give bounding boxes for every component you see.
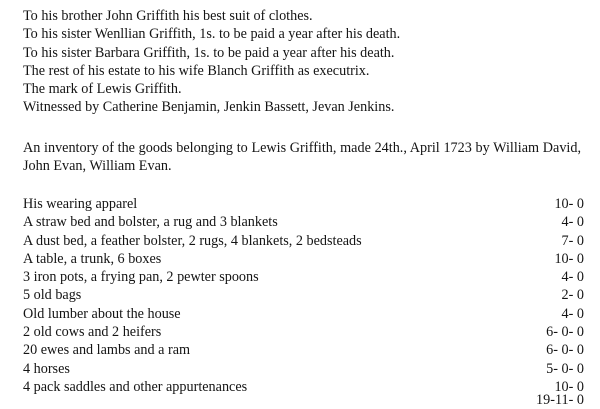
inventory-intro: An inventory of the goods belonging to Lewis Griffith, made 24th., April 1723 by William David, John Evan, William Evan. [23,140,581,175]
signature-line: The mark of Lewis Griffith. [23,81,182,98]
inventory-item: 2 old cows and 2 heifers [23,324,162,341]
inventory-value: 10- 0 [554,250,584,267]
inventory-item: A straw bed and bolster, a rug and 3 blankets [23,214,278,231]
bequest-line: The rest of his estate to his wife Blanch Griffith as executrix. [23,62,370,79]
inventory-row [23,195,584,213]
inventory-row [23,360,584,378]
inventory-value: 4- 0 [561,305,584,322]
inventory-item: 3 iron pots, a frying pan, 2 pewter spoons [23,269,259,286]
inventory-row [23,232,584,250]
bequests-section [23,7,400,117]
inventory-row [23,286,584,304]
inventory-row [23,378,584,396]
inventory-item: Old lumber about the house [23,305,181,322]
inventory-item: 4 horses [23,360,70,377]
inventory-row [23,323,584,341]
bequest-line: To his sister Wenllian Griffith, 1s. to be paid a year after his death. [23,26,401,43]
inventory-item: 4 pack saddles and other appurtenances [23,378,248,395]
inventory-row [23,305,584,323]
inventory-value: 6- 0- 0 [546,342,584,359]
inventory-value: 10- 0 [554,196,584,212]
inventory-value: 7- 0 [561,232,584,249]
witness-line: Witnessed by Catherine Benjamin, Jenkin Bassett, Jevan Jenkins. [23,99,395,116]
inventory-value: 10- 0 [554,378,584,395]
inventory-row [23,213,584,231]
inventory-value: 2- 0 [561,287,584,304]
inventory-item: 5 old bags [23,287,82,304]
inventory-value: 4- 0 [561,214,584,231]
bequest-line: To his sister Barbara Griffith, 1s. to be paid a year after his death. [23,44,395,61]
inventory-list [23,195,584,396]
inventory-value: 6- 0- 0 [546,324,584,341]
inventory-item: A table, a trunk, 6 boxes [23,250,162,267]
bequest-line: To his brother John Griffith his best suit of clothes. [23,8,313,24]
inventory-value: 5- 0- 0 [546,360,584,377]
inventory-item: 20 ewes and lambs and a ram [23,342,191,359]
inventory-item: A dust bed, a feather bolster, 2 rugs, 4 blankets, 2 bedsteads [23,232,362,249]
inventory-total: 19-11- 0 [536,392,584,408]
inventory-value: 4- 0 [561,269,584,286]
inventory-row [23,268,584,286]
inventory-item: His wearing apparel [23,196,138,212]
inventory-row [23,250,584,268]
inventory-row [23,341,584,359]
